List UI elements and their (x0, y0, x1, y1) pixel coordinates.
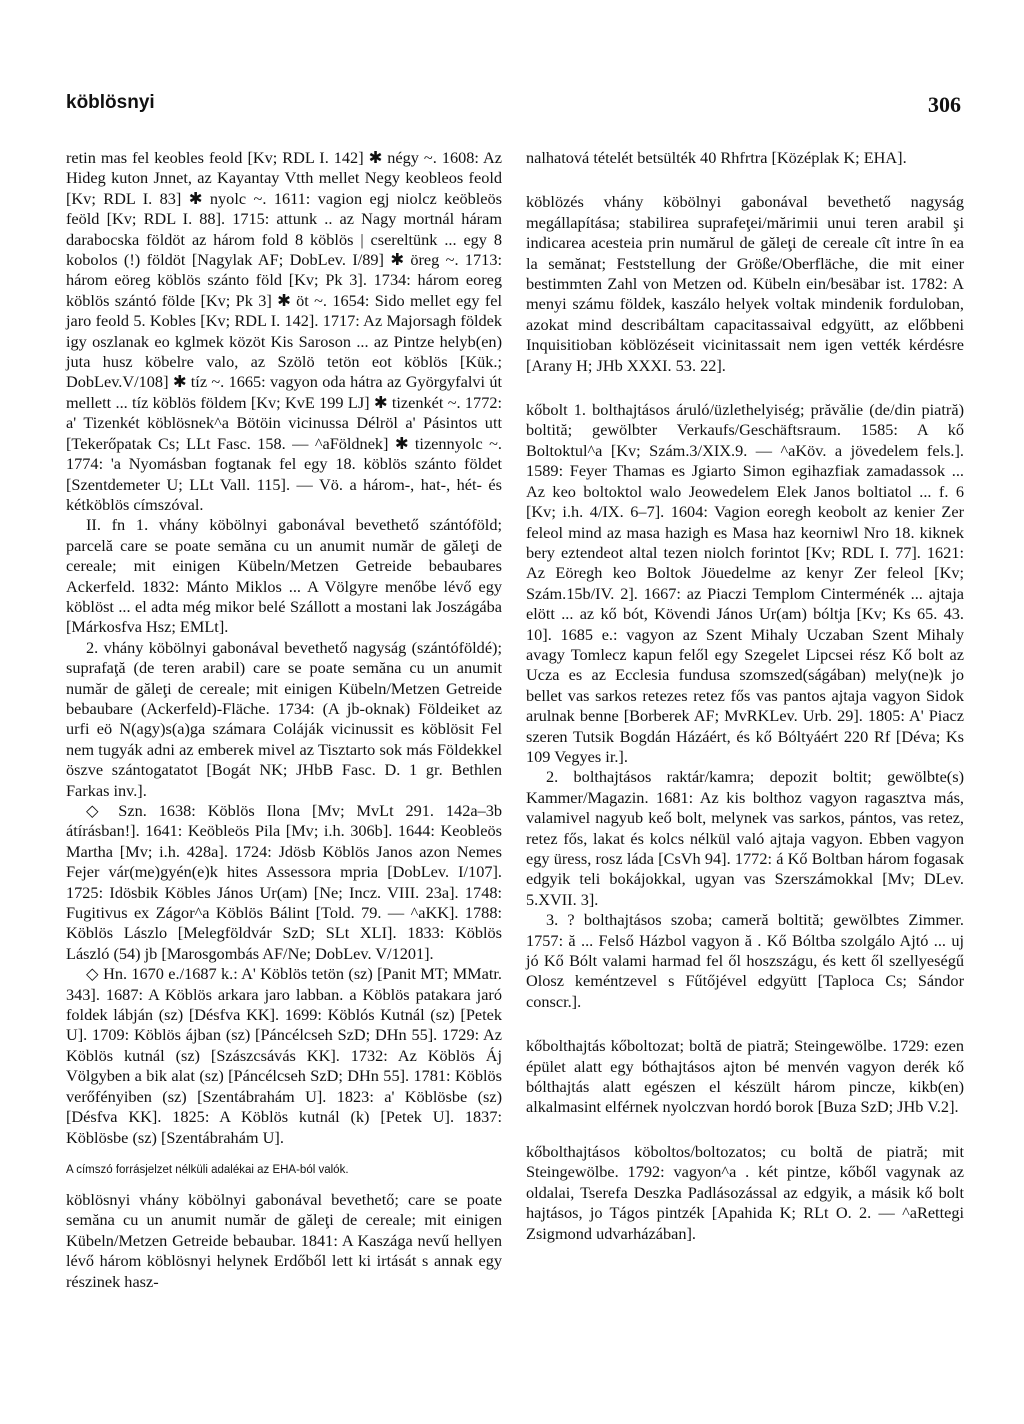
entry-koblozes: köblözés vhány köbölnyi gabonával bevethető nagyság megállapítása; stabilirea suprafeţei/mărimii unui teren arabil şi indicarea acesteia prin numărul de găleţi de cereale cît intre în ea la semănat; Feststellung der Größe/Oberfläche, die mit einer bestimmten Zahl von Metzen od. Kübeln ein/besäbar ist. 1782: A menyi számu földek, kaszálo helyek voltak mindenik forduloban, azokat mind describáltam capacitassaival edgyütt, az előbbeni Inquisitioban köblözéseit vicinitassait nem igen vették kérdésre [Arany H; JHb XXXI. 53. 22]. (526, 192, 964, 375)
source-footnote: A címszó forrásjelzet nélküli adalékai az EHA-ból valók. (66, 1163, 349, 1176)
left-paragraph-5: ◇ Hn. 1670 e./1687 k.: A' Köblös tetön (sz) [Panit MT; MMatr. 343]. 1687: A Köblös arkara jaro labban. a Köblös patakara jaró foldek lábján (sz) [Désfva KK]. 1699: Köblós Kutnál (sz) [Petek U]. 1709: Köblös ájban (sz) [Páncélcseh SzD; DHn 55]. 1729: Az Köblös kutnál (sz) [Szászcsávás KK]. 1732: Az Köblös Áj Völgyben a bik alat (sz) [Páncélcseh SzD; DHn 55]. 1781: Köblös verőfényiben (sz) [Szentábrahám U]. 1823: a' Köblösbe (sz) [Désfva KK]. 1825: A Köblös kutnál (k) [Petek U]. 1837: Köblösbe (sz) [Szentábrahám U]. (66, 964, 502, 1147)
left-column (66, 148, 502, 1292)
left-paragraph-1: retin mas fel keobles feold [Kv; RDL I. 142] ✱ négy ~. 1608: Az Hideg kuton Jnnet, az Kayantay Vtth mellet Negy keobleos feold [Kv; RDL I. 83] ✱ nyolc ~. 1611: vagion egj niolcz keöbleös feöld [Kv; RDL I. 88]. 1715: attunk .. az Nagy mortnál háram darabocska földöt az három fold 8 köblös | csereltünk ... egy 8 kobolos (!) földöt [Nagylak AF; DobLev. I/89] ✱ öreg ~. 1713: három eöreg köblös szánto föld [Kv; Pk 3]. 1734: három eoreg köblös szántó földe [Kv; Pk 3] ✱ öt ~. 1654: Sido mellet egy fel jaro feold 5. Kobles [Kv; RDL I. 142]. 1717: Az Majorsagh földek igy oszlanak eo kglmek közöt Kis Saroson ... az Pintze helyb(en) juta husz köbelre valo, az Szölö tetön eot köblös [Kük.; DobLev.V/108] ✱ tíz ~. 1665: vagyon oda hátra az Györgyfalvi út mellett ... tíz köblös földem [Kv; KvE 199 LJ] ✱ tizenkét ~. 1772: a' Tizenkét köblösnek^a Bötöin vicinussa Délröl a' Pásintos utt [Tekerőpatak Cs; LLt Fasc. 158. — ^aFöldnek] ✱ tizennyolc ~. 1774: 'a Nyomásban fogtanak fel egy 18. köblös szánto földet [Szentdemeter U; LLt Vall. 115]. — Vö. a három-, hat-, hét- és kétköblös címszóval. (66, 148, 502, 514)
left-paragraph-3: 2. vhány köbölnyi gabonával bevethető nagyság (szántóföldé); suprafaţă (de teren arabil) care se poate semăna cu un anumit număr de găleţi de cereale; mit einigen Kübeln/Metzen Getreide bebaubare (Ackerfeld)-Fläche. 1734: (A jb-oknak) Földeiket az urfi eö N(agy)s(a)ga számara Coláják vicinussit es köblösit Fel nem tugyák adni az emberek mivel az Tisztarto sok más Földekkel öszve szántogatatot [Bogát NK; JHbB Fasc. D. 1 gr. Bethlen Farkas inv.]. (66, 637, 502, 800)
entry-kobolt-sense-2: 2. bolthajtásos raktár/kamra; depozit boltit; gewölbte(s) Kammer/Magazin. 1681: Az kis bolthoz vagyon ragasztva más, valamivel nagyub keő bolt, melynek vas sarkos, pántos, vas retez, retez fős, lakat és kolcs nélkül való ajtaja vagyon. Ebben vagyon egy üress, rosz láda [CsVh 94]. 1772: á Kő Boltban három fogasak edgyik teli bokájokkal, ugyan vas Szerszámokkal [Mv; DLev. 5.XVII. 3]. (526, 767, 964, 909)
running-head-entry: köblösnyi (66, 92, 155, 113)
right-column (526, 148, 964, 1244)
entry-kobolthajtasos: kőbolthajtásos köboltos/boltozatos; cu boltă de piatră; mit Steingewölbe. 1792: vagyon^a . két pintze, kőből vagynak az oldalai, Tserefa Deszka Padlásozással az edgyik, a másik kő bolt hajtásos, jo Tágos pintzék [Apahida K; RLt O. 2. — ^aRettegi Zsigmond udvarházában]. (526, 1141, 964, 1243)
page-number: 306 (928, 92, 961, 117)
entry-kobolthajtas: kőbolthajtás kőboltozat; boltă de piatră; Steingewölbe. 1729: ezen épület alatt egy bóthajtásos ajton bé menvén vagyon derék kő bólthajtás alatt egészen el készült három pincze, kikb(en) alkalmasint elférnek nyolczvan hordó borok [Buza SzD; JHb V.2]. (526, 1036, 964, 1117)
entry-kobolt: kőbolt 1. bolthajtásos áruló/üzlethelyiség; prăvălie (de/din piatră) boltită; gewölbter Verkaufs/Geschäftsraum. 1585: A kő Boltoktul^a [Kv; Szám.3/XIX.9. — ^aKöv. a jövedelem fels.]. 1589: Feyer Thamas es Jgiarto Simon egihazfiak zamadassok ... Az keo boltoktol walo Jeowedelem Elek Janos boltiatol ... f. 6 [Kv; i.h. 4/IX. 6–7]. 1604: Vagion eoregh keobolt az kenier Zer feleol mind az masa hazigh es Masa haz keorniwl Nro 18. kiknek bery eztendeot altal tezen niolch forintot [Kv; RDL I. 77]. 1621: Az Eöregh keo Boltok Jöuedelme az kenyr Zer feleol [Kv; Szám.15b/IV. 2]. 1667: az Piaczi Templom Cinterménék ... ajtaja elött ... az kő bót, Kövendi János Ur(am) bóltja [Kv; Ks 65. 43. 10]. 1685 e.: vagyon az Szent Mihaly Uczaban Szent Mihaly avagy Tomlecz kapun felől egy Szegelet Lipcsei rész Kő bolt az Ucza es az Ecclesia fundusa szomszed(ságában) mely(ne)k jo bellet vas sarkos retezes retez fős vas pantos ajtaja vagyon Sidok arulnak benne [Borberek AF; MvRKLev. Urb. 29]. 1805: A' Piacz szeren Tutsik Bogdán Házáért, és kő Bóltyáért 220 Rf [Déva; Ks 109 Vegyes ir.]. (526, 400, 964, 766)
entry-koblosnyi: köblösnyi vhány köbölnyi gabonával bevethető; care se poate semăna cu un anumit număr de găleţi de cereale; mit einigen Kübeln/Metzen Getreide bebaubar. 1841: A Kaszága nevű hellyen lévő három köblösnyi helynek Erdőből lett ki irtását s annak egy részinek hasz- (66, 1189, 502, 1291)
left-paragraph-4: ◇ Szn. 1638: Köblös Ilona [Mv; MvLt 291. 142a–3b átírásban!]. 1641: Keöbleös Pila [Mv; i.h. 306b]. 1644: Keobleös Martha [Mv; i.h. 428a]. 1724: Jdösb Köblös Janos azon Nemes Fejer vár(me)gyén(e)k hites Assessora mpria [DobLev. I/107]. 1725: Idösbik Köbles János Ur(am) [Ne; Incz. VIII. 23a]. 1748: Fugitivus ex Zágor^a Köblös Bálint [Told. 79. — ^aKK]. 1788: Köblös Lászlo [Melegföldvár SzD; SLt XLI]. 1833: Köblös László (54) jb [Marosgombás AF/Ne; DobLev. V/1201]. (66, 801, 502, 963)
right-paragraph-1: nalhatová tételét betsülték 40 Rhfrtra [Középlak K; EHA]. (526, 148, 907, 167)
left-paragraph-2: II. fn 1. vhány köbölnyi gabonával bevethető szántóföld; parcelă care se poate semăna cu un anumit număr de găleţi de cereale; mit einigen Kübeln/Metzen Getreide bebaubares Ackerfeld. 1832: Mánto Miklos ... A Völgyre menőbe lévő egy köblöst ... el adta még mikor belé Szállott a mostani lak Joszágába [Márkosfva Hsz; EMLt]. (66, 515, 502, 637)
entry-kobolt-sense-3: 3. ? bolthajtásos szoba; cameră boltită; gewölbtes Zimmer. 1757: ă ... Felső Házbol vagyon ă . Kő Bóltba szolgálo Ajtó ... uj jó Kő Bólt valami harmad fel ől hoszszágu, és kett ől szellyeségű Olosz keméntzevel s Fűtőjével edgyütt [Taploca Cs; Sándor conscr.]. (526, 910, 964, 1011)
